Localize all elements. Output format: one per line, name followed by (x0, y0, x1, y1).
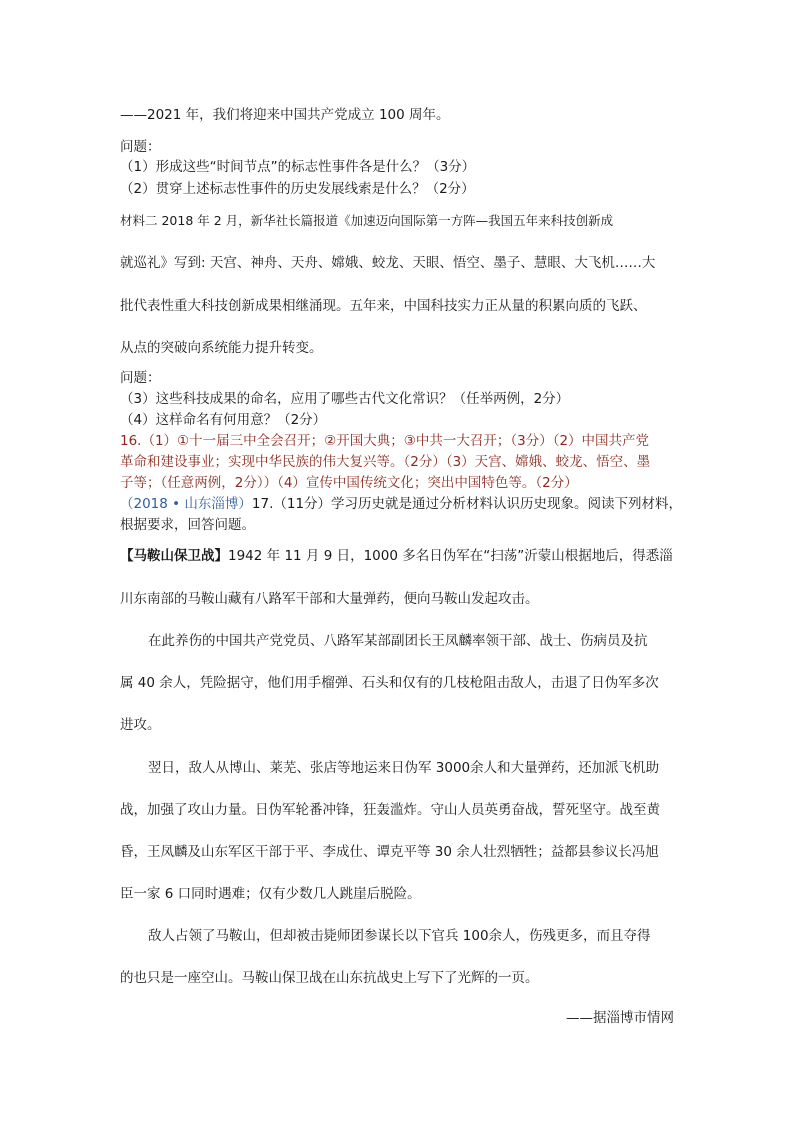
question-3: （3）这些科技成果的命名，应用了哪些古代文化常识？（任举两例，2分） (120, 391, 570, 407)
battle-paragraph-line: 敌人占领了马鞍山，但却被击毙师团参谋长以下官兵 100余人，伤残更多，而且夺得 (148, 928, 651, 944)
material-two-line-2: 就巡礼》写到: 天宫、神舟、天舟、嫦娥、蛟龙、天眼、悟空、墨子、慧眼、大飞机……大 (120, 255, 656, 271)
material-two-line-4: 从点的突破向系统能力提升转变。 (120, 340, 323, 356)
question-17-intro (120, 495, 682, 513)
battle-paragraph-line: 战，加强了攻山力量。日伪军轮番冲锋，狂轰滥炸。守山人员英勇奋战，誓死坚守。战至黄 (120, 802, 660, 818)
material-quote-line: ——2021 年，我们将迎来中国共产党成立 100 周年。 (120, 107, 450, 123)
question-heading-2: 问题： (120, 370, 161, 386)
question-17-text: 17.（11分）学习历史就是通过分析材料认识历史现象。阅读下列材料， (251, 496, 683, 512)
battle-paragraph-line: 在此养伤的中国共产党党员、八路军某部副团长王凤麟率领干部、战士、伤病员及抗 (148, 633, 648, 649)
source-attribution: ——据淄博市情网 (566, 1010, 674, 1026)
answer-16-line-3: 子等；（任意两例，2分））（4）宣传中国传统文化；突出中国特色等。（2分） (120, 475, 578, 491)
question-1: （1）形成这些“时间节点”的标志性事件各是什么？（3分） (120, 159, 476, 175)
material-two-line-3: 批代表性重大科技创新成果相继涌现。五年来，中国科技实力正从量的积累向质的飞跃、 (120, 298, 647, 314)
battle-paragraph-line: 翌日，敌人从博山、莱芜、张店等地运来日伪军 3000余人和大量弹药，还加派飞机助 (148, 760, 660, 776)
question-4: （4）这样命名有何用意？（2分） (120, 412, 327, 428)
answer-16-line-2: 革命和建设事业；实现中华民族的伟大复兴等。（2分）（3）天宫、嫦娥、蛟龙、悟空、墨 (120, 454, 651, 470)
battle-text: 1942 年 11 月 9 日，1000 多名日伪军在“扫荡”沂蒙山根据地后，得悉淄 (228, 548, 673, 564)
material-two-line-1: 材料二 2018 年 2 月，新华社长篇报道《加速迈向国际第一方阵—我国五年来科技创新成 (120, 213, 614, 228)
question-heading: 问题： (120, 139, 161, 155)
battle-title: 【马鞍山保卫战】 (120, 548, 228, 564)
battle-paragraph-line: 昏，王凤麟及山东军区干部于平、李成仕、谭克平等 30 余人壮烈牺牲；益都县参议长冯旭 (120, 844, 659, 860)
question-source: （2018 • 山东淄博） (120, 496, 252, 512)
battle-paragraph-line: 臣一家 6 口同时遇难；仅有少数几人跳崖后脱险。 (120, 886, 421, 902)
battle-paragraph-line: 属 40 余人，凭险据守，他们用手榴弹、石头和仅有的几枝枪阻击敌人，击退了日伪军多次 (120, 675, 659, 691)
question-17-intro-2: 根据要求，回答问题。 (120, 517, 255, 533)
question-2: （2）贯穿上述标志性事件的历史发展线索是什么？（2分） (120, 181, 475, 197)
battle-paragraph-line: 川东南部的马鞍山藏有八路军干部和大量弹药，便向马鞍山发起攻击。 (120, 591, 539, 607)
answer-16-line-1: 16.（1）①十一届三中全会召开；②开国大典；③中共一大召开；（3分）（2）中国共产党 (120, 433, 650, 449)
battle-paragraph-line: 的也只是一座空山。马鞍山保卫战在山东抗战史上写下了光辉的一页。 (120, 970, 539, 986)
battle-heading-line (120, 547, 673, 565)
battle-paragraph-line: 进攻。 (120, 717, 161, 733)
